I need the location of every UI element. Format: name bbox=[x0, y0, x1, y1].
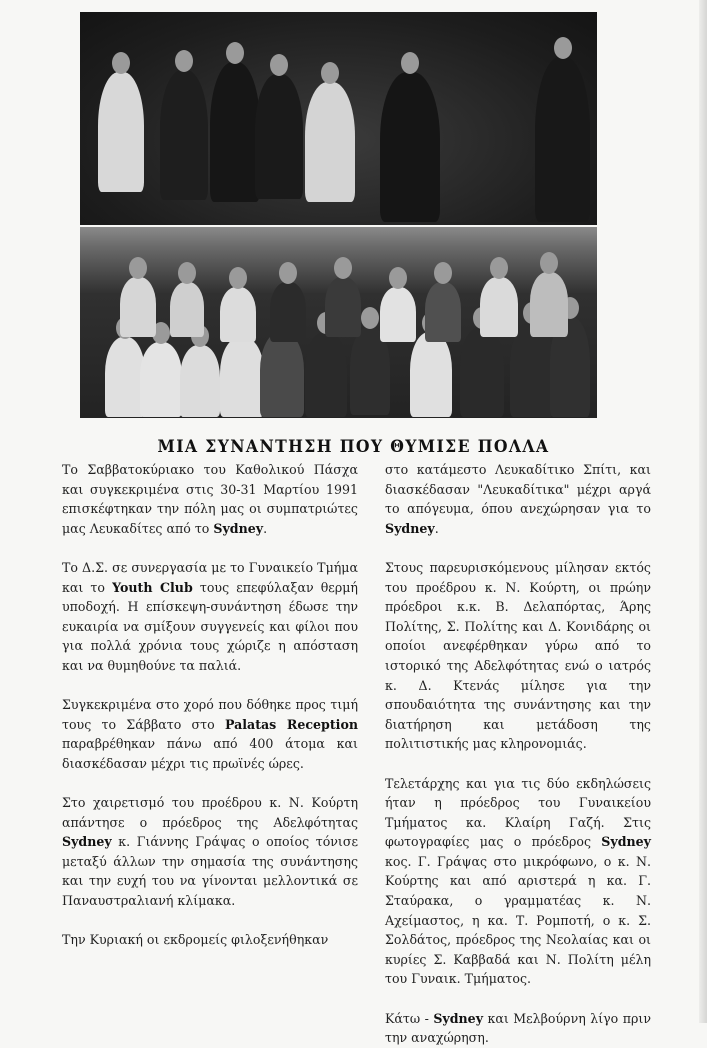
text-segment: Τελετάρχης και για τις δύο εκδηλώσεις ήταν η πρόεδρος του Γυναικείου Τμήματος κα. Κλαίρη Γαζή. Στις φωτογραφίες μας ο πρόεδρος bbox=[385, 775, 651, 850]
person-head bbox=[401, 52, 419, 74]
person-silhouette bbox=[160, 70, 208, 200]
text-segment: στο κατάμεστο Λευκαδίτικο Σπίτι, και διασκέδασαν "Λευκαδίτικα" μέχρι αργά το απόγευμα, όπου ανεχώρησαν για το bbox=[385, 462, 651, 517]
text-segment: . bbox=[434, 520, 439, 536]
article-paragraph bbox=[62, 460, 358, 538]
person-silhouette bbox=[98, 72, 144, 192]
bold-text: Sydney bbox=[385, 520, 435, 536]
article-paragraph bbox=[385, 774, 651, 990]
person-silhouette bbox=[220, 287, 256, 342]
article-paragraph bbox=[385, 460, 651, 538]
person-silhouette bbox=[260, 332, 304, 417]
photo-group bbox=[80, 227, 597, 418]
person-silhouette bbox=[120, 277, 156, 337]
person-silhouette bbox=[425, 282, 461, 342]
person-silhouette bbox=[305, 82, 355, 202]
person-head bbox=[540, 252, 558, 274]
person-silhouette bbox=[180, 345, 220, 417]
person-head bbox=[554, 37, 572, 59]
person-head bbox=[178, 262, 196, 284]
article-headline: ΜΙΑ ΣΥΝΑΝΤΗΣΗ ΠΟΥ ΘΥΜΙΣΕ ΠΟΛΛΑ bbox=[157, 437, 550, 458]
bold-text: Sydney bbox=[433, 1010, 484, 1026]
person-silhouette bbox=[220, 337, 264, 417]
text-segment: Στους παρευρισκόμενους μίλησαν εκτός του προέδρου κ. Ν. Κούρτη, οι πρώην πρόεδροι κ.κ. Β. Δελαπόρτας, Άρης Πολίτης, Σ. Πολίτης και Δ. Κονιδάρης οι οποίοι ανεφέρθηκαν γύρω από το ιστορικό της Αδελφότητας ενώ ο ιατρός κ. Δ. Κτενάς μίλησε για την σπουδαιότητα της συνάντησης και την διατήρηση και μετάδοση της πολιτιστικής μας κληρονομιάς. bbox=[385, 559, 651, 752]
text-segment: τους επεφύλαξαν θερμή υποδοχή. Η επίσκεψη-συνάντηση έδωσε την ευκαιρία να σμίξουν συγγενείς και φίλοι που για πολλά χρόνια τους χώριζε η απόσταση και να θυμηθούνε τα παλιά. bbox=[62, 579, 358, 673]
article-column-right bbox=[385, 460, 651, 1048]
person-silhouette bbox=[305, 332, 347, 417]
person-head bbox=[279, 262, 297, 284]
person-head bbox=[129, 257, 147, 279]
person-head bbox=[334, 257, 352, 279]
bold-text: Palatas Reception bbox=[224, 716, 359, 732]
person-head bbox=[361, 307, 379, 329]
person-silhouette bbox=[380, 72, 440, 222]
person-silhouette bbox=[255, 74, 303, 199]
person-head bbox=[270, 54, 288, 76]
bold-text: Youth Club bbox=[112, 579, 193, 595]
text-segment: και Μελβούρνη λίγο πριν την αναχώρηση. bbox=[385, 1010, 651, 1046]
text-segment: κ. Γιάννης Γράψας ο οποίος τόνισε μεταξύ άλλων την σημασία της συνάντησης και την ευχή του να γίνονται μελλοντικά σε Παναυστραλιανή κλίμακα. bbox=[62, 834, 358, 909]
text-segment: Το Δ.Σ. σε συνεργασία με το Γυναικείο Τμήμα και το bbox=[62, 559, 358, 595]
person-silhouette bbox=[140, 342, 182, 417]
person-silhouette bbox=[410, 332, 452, 417]
person-head bbox=[389, 267, 407, 289]
article-column-left bbox=[62, 460, 358, 950]
text-segment: Την Κυριακή οι εκδρομείς φιλοξενήθηκαν bbox=[62, 932, 329, 948]
page-edge bbox=[699, 0, 707, 1023]
person-head bbox=[229, 267, 247, 289]
article-paragraph bbox=[62, 695, 358, 773]
person-silhouette bbox=[325, 277, 361, 337]
text-segment: . bbox=[263, 520, 268, 536]
text-segment: παραβρέθηκαν πάνω από 400 άτομα και διασκέδασαν μέχρι τις πρωϊνές ώρες. bbox=[62, 736, 358, 771]
person-silhouette bbox=[380, 287, 416, 342]
person-silhouette bbox=[210, 62, 260, 202]
bold-text: Sydney bbox=[601, 834, 651, 850]
article-paragraph bbox=[62, 558, 358, 676]
article-paragraph bbox=[62, 930, 358, 950]
person-head bbox=[434, 262, 452, 284]
person-silhouette bbox=[105, 337, 145, 417]
person-head bbox=[490, 257, 508, 279]
person-silhouette bbox=[270, 282, 306, 342]
bold-text: Sydney bbox=[62, 834, 112, 850]
article-paragraph bbox=[385, 1009, 651, 1048]
person-silhouette bbox=[480, 277, 518, 337]
person-head bbox=[112, 52, 130, 74]
text-segment: Το Σαββατοκύριακο του Καθολικού Πάσχα και συγκεκριμένα στις 30-31 Μαρτίου 1991 επισκέφτηκαν την πόλη μας οι συμπατριώτες μας Λευκαδίτες από το bbox=[62, 462, 358, 536]
person-silhouette bbox=[170, 282, 204, 337]
person-silhouette bbox=[460, 327, 504, 417]
person-silhouette bbox=[530, 272, 568, 337]
person-head bbox=[175, 50, 193, 72]
person-head bbox=[226, 42, 244, 64]
text-segment: κος. Γ. Γράψας στο μικρόφωνο, ο κ. Ν. Κούρτης και από αριστερά η κα. Γ. Σταύρακα, ο γραμματέας κ. Ν. Αχείμαστος, η κα. Τ. Ρομποτή, ο κ. Σ. Σολδάτος, πρόεδρος της Νεολαίας και οι κυρίες Σ. Καββαδά και Ν. Πολίτη μέλη του Γυναικ. Τμήματος. bbox=[385, 853, 651, 987]
article-paragraph bbox=[385, 558, 651, 754]
person-silhouette bbox=[535, 57, 590, 222]
text-segment: Κάτω - bbox=[385, 1010, 434, 1026]
person-head bbox=[321, 62, 339, 84]
photo-stage-speakers bbox=[80, 12, 597, 225]
article-paragraph bbox=[62, 793, 358, 911]
text-segment: Συγκεκριμένα στο χορό που δόθηκε προς τιμή τους το Σάββατο στο bbox=[62, 697, 358, 732]
text-segment: Στο χαιρετισμό του προέδρου κ. Ν. Κούρτη απάντησε ο πρόεδρος της Αδελφότητας bbox=[62, 795, 358, 830]
bold-text: Sydney bbox=[213, 520, 264, 536]
